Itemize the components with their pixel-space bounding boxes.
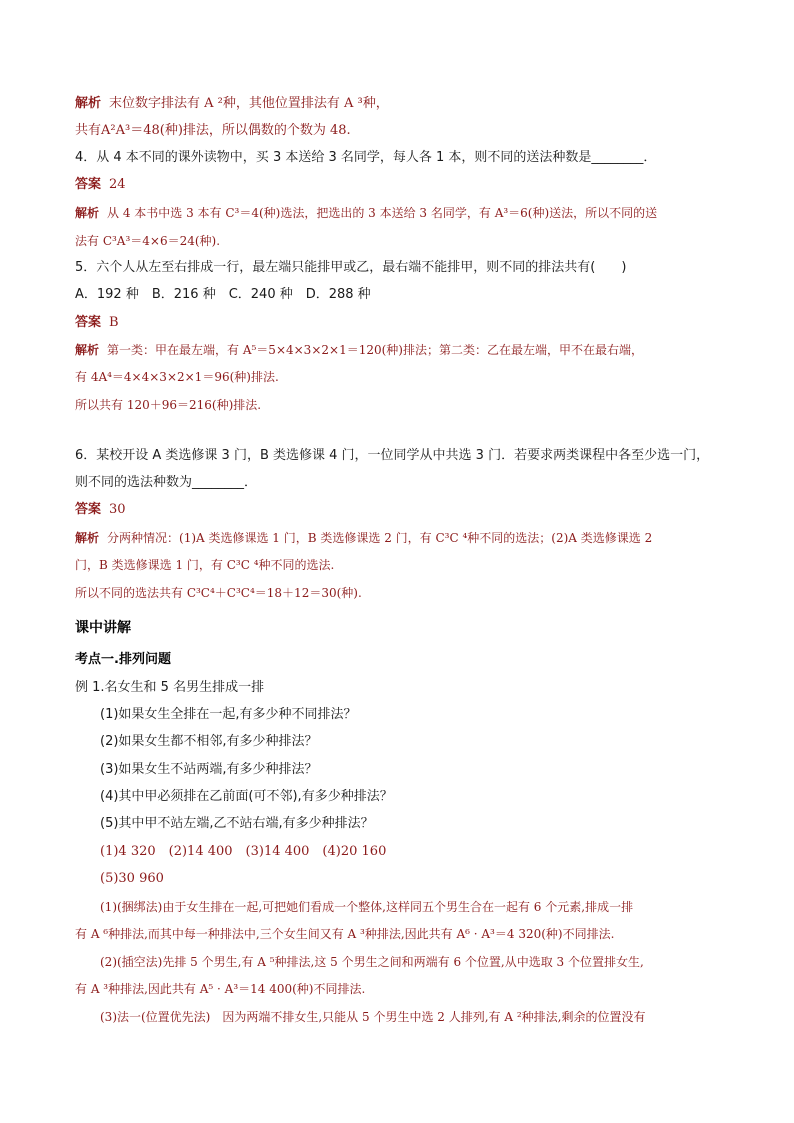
example-item: (3)如果女生不站两端,有多少种排法？ xyxy=(100,762,318,777)
question-6-line-2: 则不同的选法种数为________． xyxy=(75,475,258,490)
section-title: 课中讲解 xyxy=(75,620,131,636)
solution-1-line-2: 有 A ⁶种排法,而其中每一种排法中,三个女生间又有 A ³种排法,因此共有 A⁶ · A³＝4 320(种)不同排法. xyxy=(75,927,615,941)
analysis-label: 解析 xyxy=(75,96,102,111)
analysis-text: 分两种情况：(1)A 类选修课选 1 门，B 类选修课选 2 门，有 C³C ⁴种不同的选法；(2)A 类选修课选 2 xyxy=(107,531,653,545)
q6-analysis-3: 所以不同的选法共有 C³C⁴＋C³C⁴＝18＋12＝30(种). xyxy=(75,586,362,600)
example-answers-2: (5)30 960 xyxy=(100,871,164,886)
solution-2-line-2: 有 A ³种排法,因此共有 A⁵ · A³＝14 400(种)不同排法. xyxy=(75,982,366,996)
section-subtitle: 考点一.排列问题 xyxy=(75,652,171,667)
q4-analysis-2: 法有 C³A³＝4×6＝24(种). xyxy=(75,234,221,248)
question-5: 5．六个人从左至右排成一行，最左端只能排甲或乙，最右端不能排甲，则不同的排法共有( ) xyxy=(75,260,627,275)
solution-3-line-1: (3)法一(位置优先法) 因为两端不排女生,只能从 5 个男生中选 2 人排列,有 A ²种排法,剩余的位置没有 xyxy=(100,1010,646,1024)
example-answers-1: (1)4 320 (2)14 400 (3)14 400 (4)20 160 xyxy=(100,844,387,859)
answer-value: 30 xyxy=(109,502,126,517)
question-5-options: A．192 种 B．216 种 C．240 种 D．288 种 xyxy=(75,287,371,302)
pre-analysis-line-2: 共有A²A³＝48(种)排法，所以偶数的个数为 48. xyxy=(75,123,351,138)
q5-analysis-2: 有 4A⁴＝4×4×3×2×1＝96(种)排法. xyxy=(75,370,279,384)
pre-analysis-line-1 xyxy=(75,95,389,113)
analysis-text: 从 4 本书中选 3 本有 C³＝4(种)选法，把选出的 3 本送给 3 名同学，有 A³＝6(种)送法，所以不同的送 xyxy=(107,206,658,220)
q4-answer xyxy=(75,176,126,194)
analysis-label: 解析 xyxy=(75,206,100,220)
analysis-label: 解析 xyxy=(75,343,100,357)
question-6-line-1: 6．某校开设 A 类选修课 3 门，B 类选修课 4 门，一位同学从中共选 3 门．若要求两类课程中各至少选一门， xyxy=(75,448,710,463)
solution-1-line-1: (1)(捆绑法)由于女生排在一起,可把她们看成一个整体,这样同五个男生合在一起有 6 个元素,排成一排 xyxy=(100,900,634,914)
q5-analysis-1 xyxy=(75,341,643,359)
q6-answer xyxy=(75,501,126,519)
q5-answer xyxy=(75,314,119,332)
q6-analysis-1 xyxy=(75,529,652,547)
answer-value: B xyxy=(109,315,119,330)
analysis-label: 解析 xyxy=(75,531,100,545)
q4-analysis-1 xyxy=(75,204,657,222)
example-intro: 例 1.名女生和 5 名男生排成一排 xyxy=(75,680,265,695)
solution-2-line-1: (2)(插空法)先排 5 个男生,有 A ⁵种排法,这 5 个男生之间和两端有 6 个位置,从中选取 3 个位置排女生, xyxy=(100,955,644,969)
example-item: (4)其中甲必须排在乙前面(可不邻),有多少种排法？ xyxy=(100,789,393,804)
answer-label: 答案 xyxy=(75,177,102,192)
example-item: (5)其中甲不站左端,乙不站右端,有多少种排法？ xyxy=(100,816,374,831)
answer-label: 答案 xyxy=(75,315,102,330)
question-4: 4．从 4 本不同的课外读物中，买 3 本送给 3 名同学，每人各 1 本，则不同的送法种数是________． xyxy=(75,150,657,165)
example-item: (1)如果女生全排在一起,有多少种不同排法？ xyxy=(100,707,357,722)
analysis-text: 第一类：甲在最左端，有 A⁵＝5×4×3×2×1＝120(种)排法；第二类：乙在最左端，甲不在最右端， xyxy=(107,343,643,357)
q6-analysis-2: 门，B 类选修课选 1 门，有 C³C ⁴种不同的选法. xyxy=(75,558,335,572)
answer-label: 答案 xyxy=(75,502,102,517)
answer-value: 24 xyxy=(109,177,126,192)
q5-analysis-3: 所以共有 120＋96＝216(种)排法. xyxy=(75,398,262,412)
analysis-text: 末位数字排法有 A ²种，其他位置排法有 A ³种， xyxy=(109,96,389,111)
example-item: (2)如果女生都不相邻,有多少种排法？ xyxy=(100,734,318,749)
